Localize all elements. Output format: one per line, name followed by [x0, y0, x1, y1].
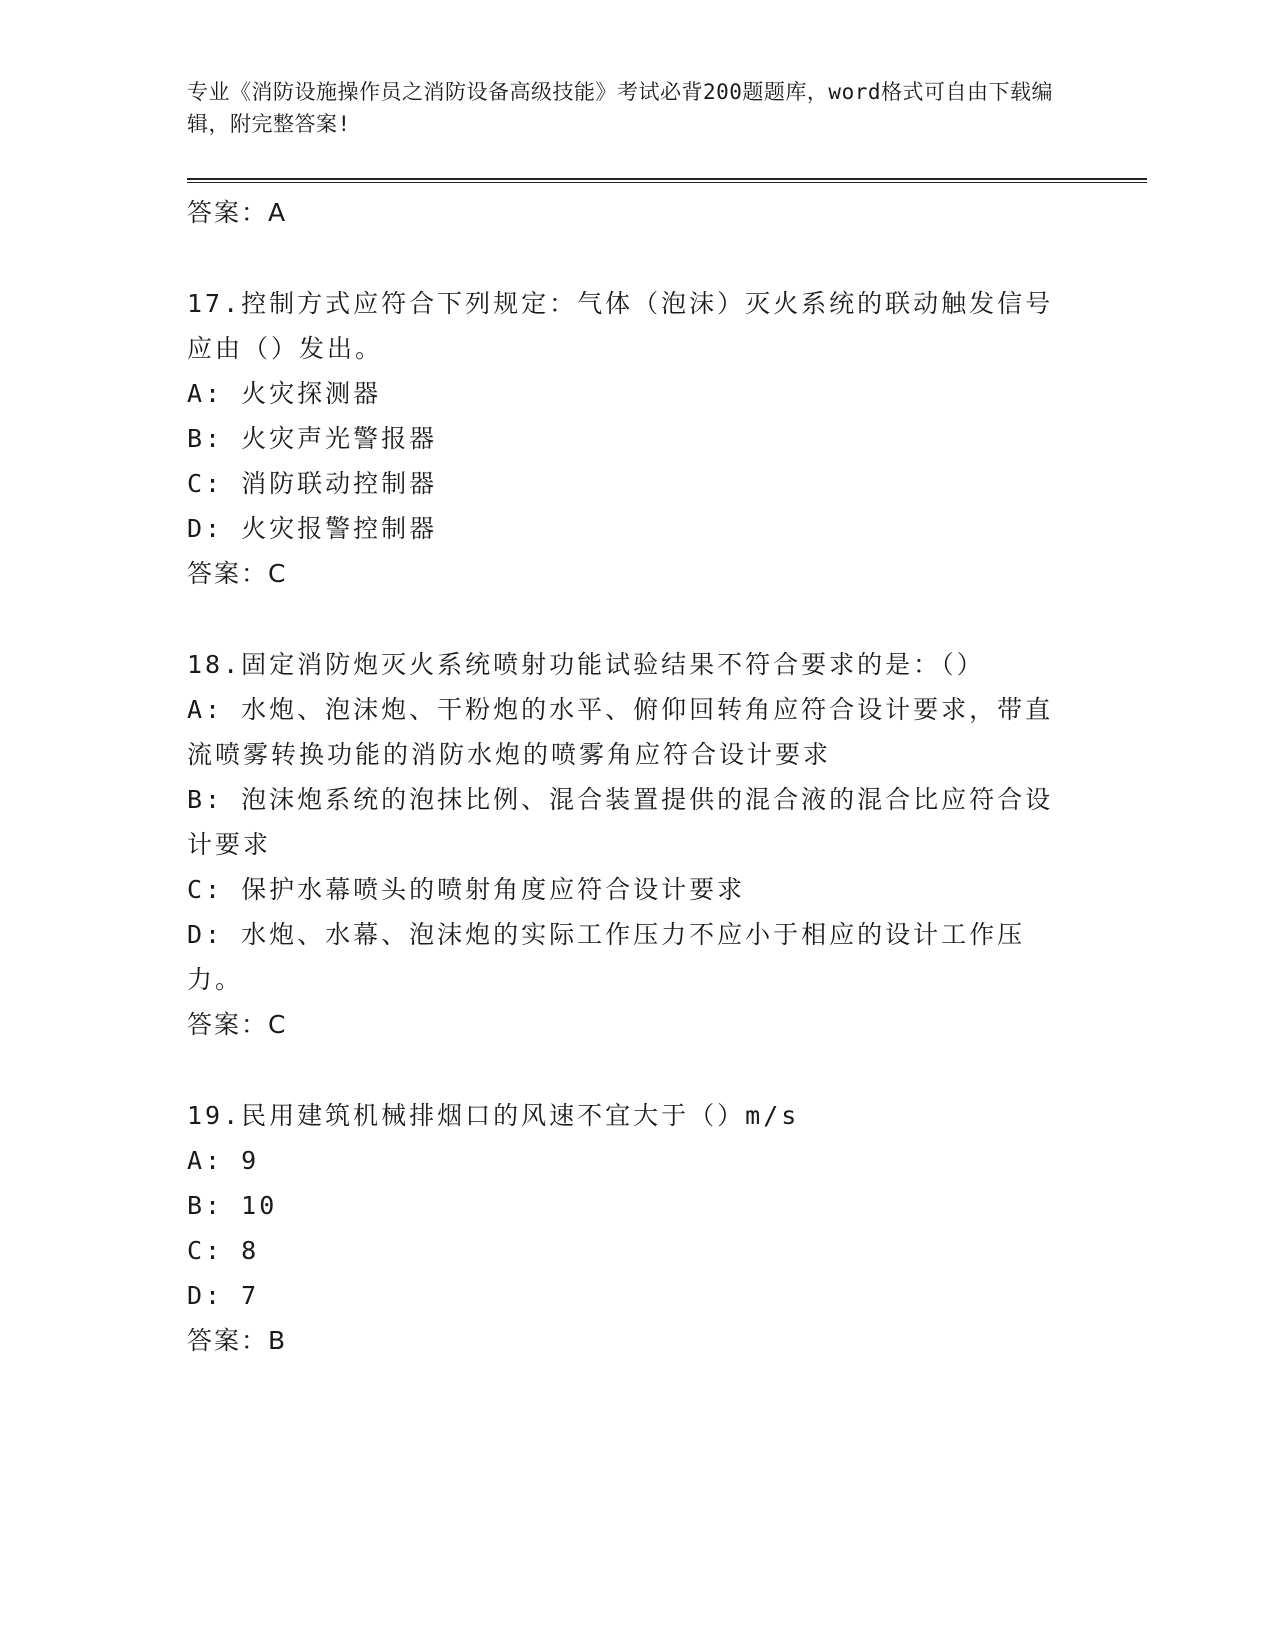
option-c: C: 消防联动控制器	[187, 469, 438, 498]
question-19	[187, 1093, 1067, 1363]
question-stem: 19.民用建筑机械排烟口的风速不宜大于（）m/s	[187, 1101, 800, 1130]
option-d: D: 7	[187, 1281, 260, 1310]
option-a: A: 水炮、泡沫炮、干粉炮的水平、俯仰回转角应符合设计要求，带直流喷雾转换功能的消防水炮的喷雾角应符合设计要求	[187, 695, 1054, 769]
question-17	[187, 281, 1067, 596]
option-c: C: 8	[187, 1236, 260, 1265]
previous-answer: 答案：A	[187, 198, 288, 227]
answer: 答案：C	[187, 1010, 288, 1039]
answer: 答案：B	[187, 1326, 288, 1355]
question-18	[187, 642, 1067, 1047]
question-stem: 17.控制方式应符合下列规定：气体（泡沫）灭火系统的联动触发信号应由（）发出。	[187, 289, 1054, 363]
option-b: B: 火灾声光警报器	[187, 424, 438, 453]
option-d: D: 火灾报警控制器	[187, 514, 438, 543]
previous-answer-block	[187, 190, 1067, 235]
question-stem: 18.固定消防炮灭火系统喷射功能试验结果不符合要求的是：（）	[187, 650, 985, 679]
option-a: A: 9	[187, 1146, 260, 1175]
option-b: B: 泡沫炮系统的泡抹比例、混合装置提供的混合液的混合比应符合设计要求	[187, 785, 1054, 859]
answer: 答案：C	[187, 559, 288, 588]
option-c: C: 保护水幕喷头的喷射角度应符合设计要求	[187, 875, 746, 904]
option-b: B: 10	[187, 1191, 278, 1220]
option-a: A: 火灾探测器	[187, 379, 382, 408]
option-d: D: 水炮、水幕、泡沫炮的实际工作压力不应小于相应的设计工作压力。	[187, 920, 1026, 994]
question-content	[187, 190, 1067, 1409]
header-divider	[187, 178, 1147, 183]
document-header: 专业《消防设施操作员之消防设备高级技能》考试必背200题题库，word格式可自由下载编辑，附完整答案!	[187, 80, 1053, 136]
